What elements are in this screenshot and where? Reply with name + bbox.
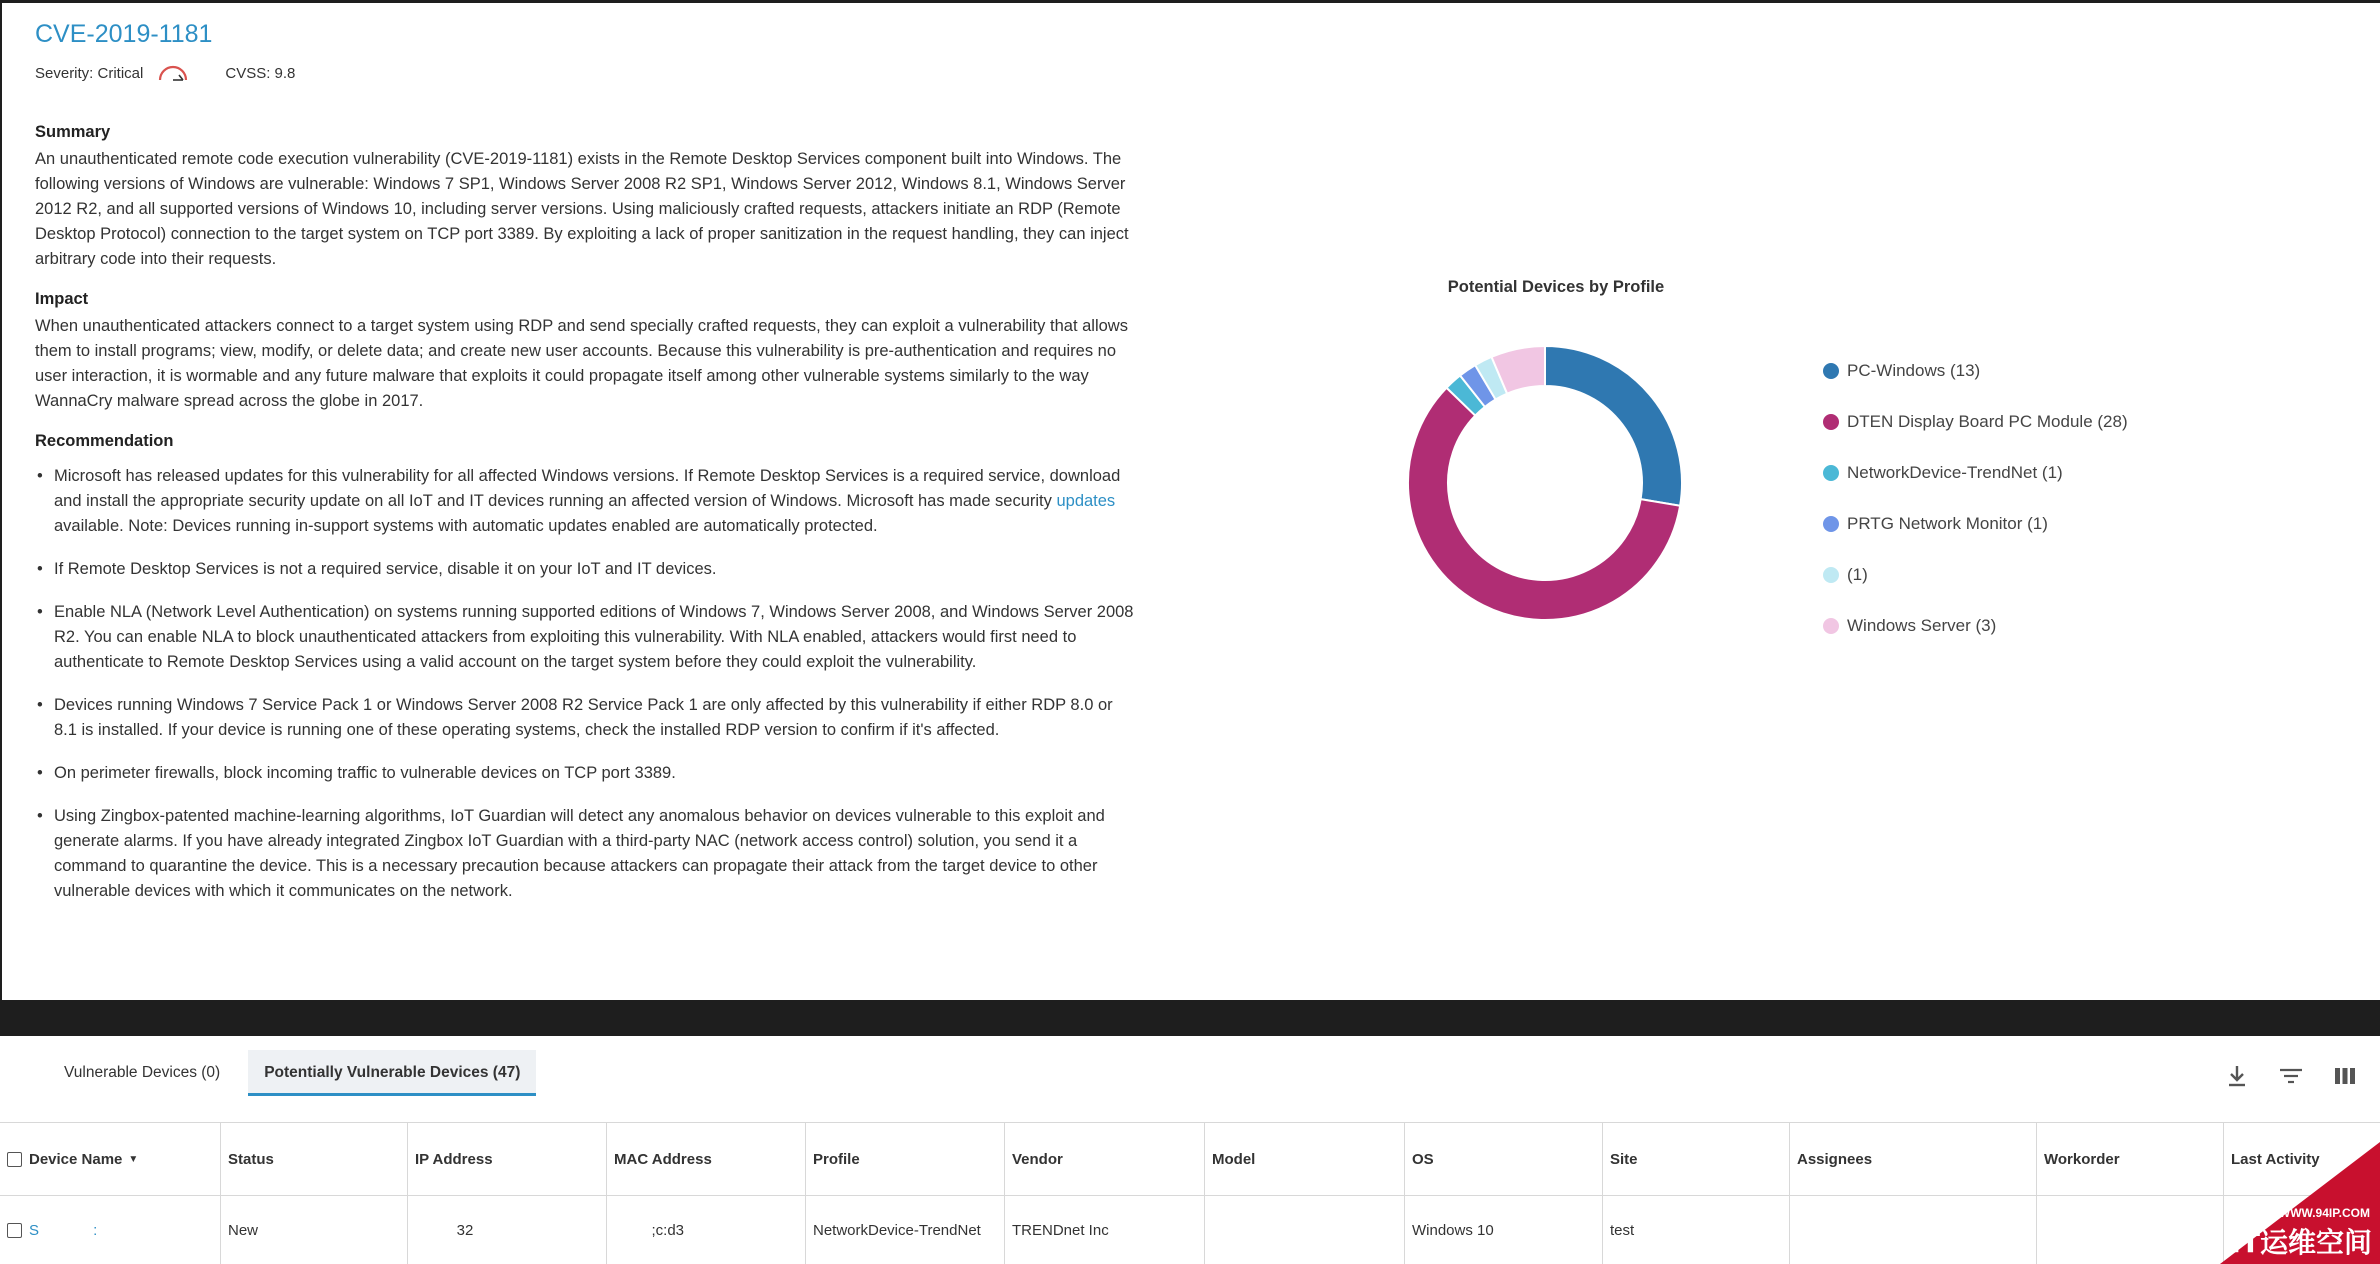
legend-item[interactable] <box>1823 513 2128 535</box>
recommendation-heading: Recommendation <box>35 432 174 450</box>
cell-vendor: TRENDnet Inc <box>1005 1196 1205 1264</box>
watermark-logo <box>2220 1142 2380 1264</box>
legend-label: (1) <box>1847 565 1868 584</box>
recommendation-item: • Devices running Windows 7 Service Pack 1 or Windows Server 2008 R2 Service Pack 1 are only affected by this vulnerability if either RDP 8.0 or 8.1 is installed. If your device is running one of these operating systems, check the installed RDP version to confirm if it's affected. <box>35 693 1135 743</box>
legend-label: NetworkDevice-TrendNet (1) <box>1847 463 2063 482</box>
severity-row <box>35 64 295 82</box>
legend-item[interactable] <box>1823 615 2128 637</box>
column-header-assignees[interactable]: Assignees <box>1790 1123 2037 1195</box>
legend-item[interactable] <box>1823 462 2128 484</box>
recommendation-text: available. Note: Devices running in-support systems with automatic updates enabled are automatically protected. <box>54 517 878 535</box>
cell-status: New <box>221 1196 408 1264</box>
donut-slice-pc-windows[interactable] <box>1545 346 1682 506</box>
column-header-mac-address[interactable]: MAC Address <box>607 1123 806 1195</box>
column-header-vendor[interactable]: Vendor <box>1005 1123 1205 1195</box>
legend-swatch <box>1823 363 1839 379</box>
column-header-last-activity[interactable]: Last Activity <box>2231 1150 2320 1168</box>
select-all-checkbox[interactable] <box>7 1152 22 1167</box>
watermark-url: WWW.94IP.COM <box>2278 1206 2370 1220</box>
top-border <box>0 0 2380 3</box>
legend-item[interactable] <box>1823 564 2128 586</box>
table-header <box>0 1122 2380 1196</box>
row-checkbox[interactable] <box>7 1223 22 1238</box>
legend-label: DTEN Display Board PC Module (28) <box>1847 412 2128 431</box>
summary-heading: Summary <box>35 123 111 141</box>
profile-donut-chart <box>1395 333 1695 633</box>
recommendation-item: • Using Zingbox-patented machine-learning algorithms, IoT Guardian will detect any anomalous behavior on devices vulnerable to this exploit and generate alarms. If you have already integrated Zingbox IoT Guardian with a third-party NAC (network access control) solution, you send it a command to quarantine the device. This is a necessary precaution because attackers can propagate their attack from the target device to other vulnerable devices with which it communicates on the network. <box>35 804 1135 904</box>
recommendation-item: • Enable NLA (Network Level Authentication) on systems running supported editions of Windows 7, Windows Server 2008, and Windows Server 2008 R2. You can enable NLA to block unauthenticated attackers from exploiting this vulnerability. With NLA enabled, attackers would first need to authenticate to Remote Desktop Services using a valid account on the target system before they could exploit the vulnerability. <box>35 600 1135 675</box>
impact-heading: Impact <box>35 290 89 308</box>
cell-model <box>1205 1196 1405 1264</box>
cell-device-name <box>0 1196 221 1264</box>
cell-mac-address: ;c:d3 <box>607 1196 806 1264</box>
cell-ip-address: 32 <box>408 1196 607 1264</box>
cve-details <box>35 120 1135 922</box>
table-row[interactable] <box>0 1196 2380 1264</box>
chart-title: Potential Devices by Profile <box>1447 278 1665 296</box>
impact-text: When unauthenticated attackers connect to a target system using RDP and send specially crafted requests, they can exploit a vulnerability that allows them to install programs; view, modify, or delete data; and create new user accounts. Because this vulnerability is pre-authentication and requires no user interaction, it is wormable and any future malware that exploits it could propagate itself among other vulnerable systems similarly to the way WannaCry malware spread across the globe in 2017. <box>35 317 1128 410</box>
summary-text: An unauthenticated remote code execution vulnerability (CVE-2019-1181) exists in the Remote Desktop Services component built into Windows. The following versions of Windows are vulnerable: Windows 7 SP1, Windows Server 2008 R2 SP1, Windows Server 2012, Windows 8.1, Windows Server 2012 R2, and all supported versions of Windows 10, including server versions. Using maliciously crafted requests, attackers initiate an RDP (Remote Desktop Protocol) connection to the target system on TCP port 3389. By exploiting a lack of proper sanitization in the request handling, they can inject arbitrary code into their requests. <box>35 150 1129 268</box>
page-title: CVE-2019-1181 <box>35 20 213 48</box>
cell-site: test <box>1603 1196 1790 1264</box>
column-header-workorder[interactable]: Workorder <box>2037 1123 2224 1195</box>
severity-gauge-icon <box>157 64 189 82</box>
section-divider <box>0 1000 2380 1036</box>
columns-icon[interactable] <box>2330 1061 2360 1091</box>
column-header-profile[interactable]: Profile <box>806 1123 1005 1195</box>
device-tabs <box>48 1048 536 1096</box>
legend-swatch <box>1823 465 1839 481</box>
column-header-os[interactable]: OS <box>1405 1123 1603 1195</box>
device-name-link[interactable]: S : <box>29 1221 98 1239</box>
recommendation-text: Microsoft has released updates for this vulnerability for all affected Windows versions. If Remote Desktop Services is a required service, download and install the appropriate security update on all IoT and IT devices running an affected version of Windows. Microsoft has made security <box>54 467 1121 510</box>
legend-item[interactable] <box>1823 411 2128 433</box>
recommendation-item: • If Remote Desktop Services is not a required service, disable it on your IoT and IT devices. <box>35 557 1135 582</box>
filter-icon[interactable] <box>2276 1061 2306 1091</box>
tab-vulnerable-devices[interactable]: Vulnerable Devices (0) <box>64 1064 221 1081</box>
table-toolbar <box>2198 1061 2360 1091</box>
cell-profile: NetworkDevice-TrendNet <box>806 1196 1005 1264</box>
tab-potentially-vulnerable-devices[interactable]: Potentially Vulnerable Devices (47) <box>248 1050 536 1096</box>
left-border <box>0 0 2 1000</box>
column-header-device-name[interactable] <box>0 1123 221 1195</box>
devices-table <box>0 1122 2380 1264</box>
legend-swatch <box>1823 516 1839 532</box>
column-header-status[interactable]: Status <box>221 1123 408 1195</box>
recommendation-item: • On perimeter firewalls, block incoming traffic to vulnerable devices on TCP port 3389. <box>35 761 1135 786</box>
sort-desc-icon[interactable]: ▼ <box>128 1153 139 1165</box>
download-icon[interactable] <box>2222 1061 2252 1091</box>
column-header-site[interactable]: Site <box>1603 1123 1790 1195</box>
legend-item[interactable] <box>1823 360 2128 382</box>
severity-label: Severity: Critical <box>35 64 144 82</box>
legend-swatch <box>1823 618 1839 634</box>
cvss-score: CVSS: 9.8 <box>225 64 296 82</box>
recommendation-item <box>35 464 1135 539</box>
legend-swatch <box>1823 567 1839 583</box>
legend-label: PC-Windows (13) <box>1847 361 1981 380</box>
legend-label: PRTG Network Monitor (1) <box>1847 514 2048 533</box>
column-label: Device Name <box>29 1150 123 1168</box>
legend-swatch <box>1823 414 1839 430</box>
cell-os: Windows 10 <box>1405 1196 1603 1264</box>
recommendation-list <box>35 464 1135 904</box>
watermark-name: IT运维空间 <box>2230 1226 2372 1259</box>
cell-assignees <box>1790 1196 2037 1264</box>
cell-workorder <box>2037 1196 2224 1264</box>
column-header-ip-address[interactable]: IP Address <box>408 1123 607 1195</box>
chart-legend <box>1823 360 2128 666</box>
legend-label: Windows Server (3) <box>1847 616 1997 635</box>
column-header-model[interactable]: Model <box>1205 1123 1405 1195</box>
updates-link[interactable]: updates <box>1056 492 1116 510</box>
